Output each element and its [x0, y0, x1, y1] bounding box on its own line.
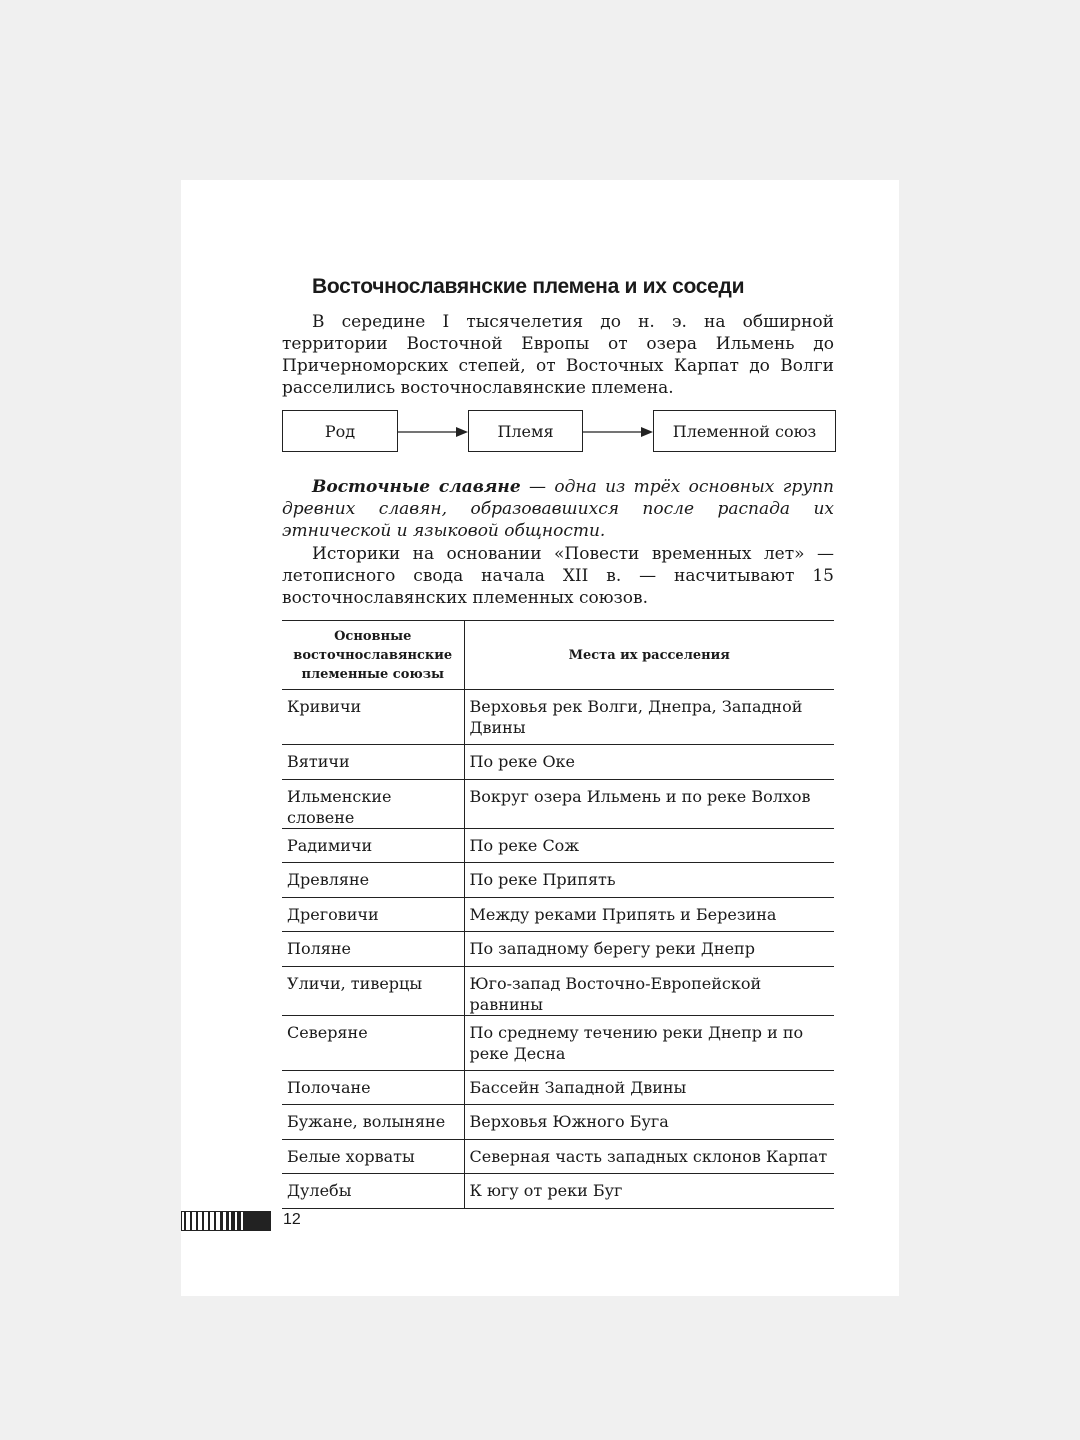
table-row	[282, 1174, 834, 1209]
tribe-cell: Древляне	[282, 863, 464, 898]
place-cell: Верховья рек Волги, Днепра, Западной Двины	[464, 690, 834, 745]
tribe-cell: Вятичи	[282, 745, 464, 780]
table-row	[282, 1105, 834, 1140]
flow-arrow-icon	[398, 426, 468, 438]
tribe-cell: Ильменские словене	[282, 779, 464, 828]
place-cell: По среднему течению реки Днепр и по реке Десна	[464, 1015, 834, 1070]
table-row	[282, 690, 834, 745]
tribe-cell: Дулебы	[282, 1174, 464, 1209]
place-cell: Верховья Южного Буга	[464, 1105, 834, 1140]
tribe-cell: Кривичи	[282, 690, 464, 745]
place-cell: По реке Сож	[464, 828, 834, 863]
history-paragraph: Историки на основании «Повести временных лет» — летописного свода начала XII в. — насчитывают 15 восточнославянских племенных союзов.	[282, 544, 834, 608]
place-cell: Северная часть западных склонов Карпат	[464, 1139, 834, 1174]
table-row	[282, 828, 834, 863]
definition-paragraph	[282, 476, 834, 542]
table-row	[282, 863, 834, 898]
place-cell: По западному берегу реки Днепр	[464, 932, 834, 967]
tribe-cell: Радимичи	[282, 828, 464, 863]
definition-text: — одна из трёх основных групп древних славян, образовавшихся после распада их этнической и языковой общности.	[282, 477, 834, 541]
table-row	[282, 1015, 834, 1070]
section-heading: Восточнославянские племена и их соседи	[312, 275, 745, 298]
place-cell: По реке Оке	[464, 745, 834, 780]
place-cell: По реке Припять	[464, 863, 834, 898]
tribe-cell: Дреговичи	[282, 897, 464, 932]
tribes-table	[282, 620, 834, 1209]
place-cell: Бассейн Западной Двины	[464, 1070, 834, 1105]
flow-box-rod: Род	[282, 410, 398, 452]
table-row	[282, 1139, 834, 1174]
flow-box-soyuz: Племенной союз	[653, 410, 836, 452]
tribe-cell: Бужане, волыняне	[282, 1105, 464, 1140]
place-cell: Вокруг озера Ильмень и по реке Волхов	[464, 779, 834, 828]
intro-paragraph: В середине I тысячелетия до н. э. на обширной территории Восточной Европы от озера Ильмень до Причерноморских степей, от Восточных Карпат до Волги расселились восточнославянские племена.	[282, 312, 834, 398]
table-row	[282, 779, 834, 828]
header-places: Места их расселения	[464, 621, 834, 690]
tribe-cell: Северяне	[282, 1015, 464, 1070]
header-tribes: Основные восточнославянские племенные союзы	[282, 621, 464, 690]
tribe-cell: Полочане	[282, 1070, 464, 1105]
table-header-row	[282, 621, 834, 690]
table-row	[282, 932, 834, 967]
page-footer-bar-icon	[181, 1211, 271, 1231]
table-row	[282, 897, 834, 932]
definition-term: Восточные славяне	[312, 477, 521, 497]
table-row	[282, 966, 834, 1015]
page-number: 12	[283, 1211, 301, 1228]
place-cell: Юго-запад Восточно-Европейской равнины	[464, 966, 834, 1015]
place-cell: Между реками Припять и Березина	[464, 897, 834, 932]
tribe-cell: Уличи, тиверцы	[282, 966, 464, 1015]
table-row	[282, 745, 834, 780]
tribe-cell: Поляне	[282, 932, 464, 967]
tribe-cell: Белые хорваты	[282, 1139, 464, 1174]
table-row	[282, 1070, 834, 1105]
flow-box-plemya: Племя	[468, 410, 583, 452]
flow-arrow-icon	[583, 426, 653, 438]
place-cell: К югу от реки Буг	[464, 1174, 834, 1209]
